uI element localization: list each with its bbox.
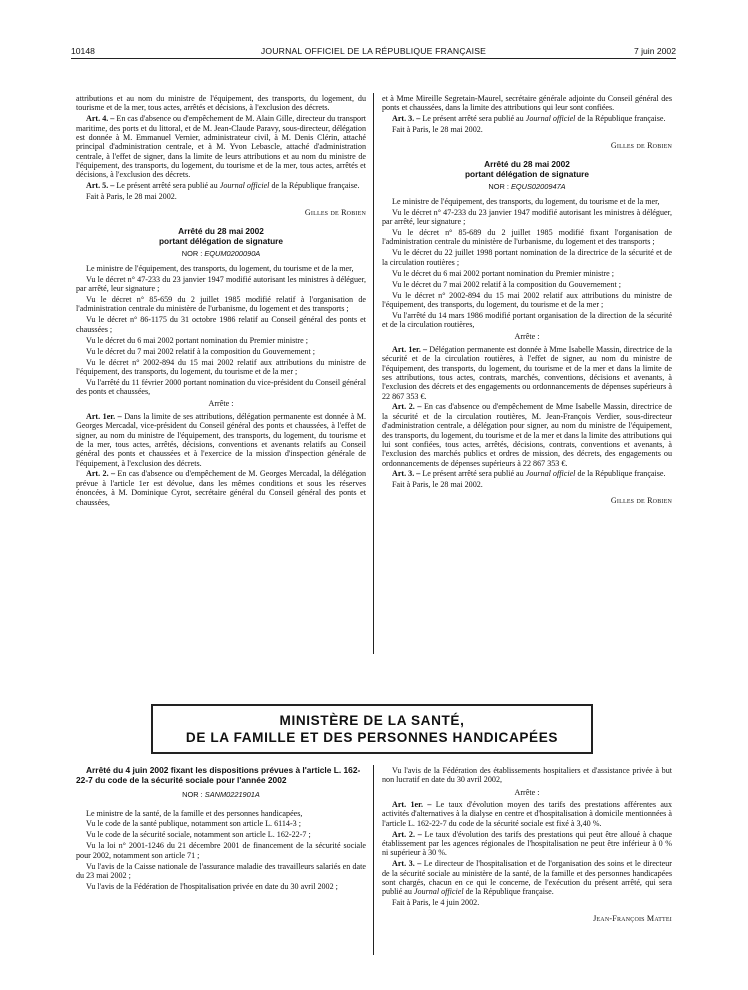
article-2 <box>382 830 672 858</box>
decree-title <box>382 160 672 180</box>
nor-code: EQUS0200947A <box>510 181 566 191</box>
signature-name: Gilles de Robien <box>304 207 366 217</box>
decree-title: Arrêté du 4 juin 2002 fixant les dispositions prévues à l'article L. 162-22-7 du code de la sécurité sociale pour l'année 2002 <box>76 765 361 785</box>
visa: Vu le décret du 7 mai 2002 relatif à la composition du Gouvernement ; <box>392 279 621 289</box>
visa: Vu l'avis de la Caisse nationale de l'assurance maladie des travailleurs salariés en date du 23 mai 2002 ; <box>76 861 366 880</box>
visa: Vu l'arrêté du 14 mars 1986 modifié portant organisation de la direction de la sécurité et de la circulation routières, <box>382 310 672 330</box>
article-text: Le taux d'évolution des tarifs des prestations qui peut être alloué à chaque établissement par les agences régionales de l'hospitalisation ne peut être inférieur à 0 % ni supérieur à 30 %. <box>382 829 672 858</box>
article-label: Art. 3. – <box>392 114 421 124</box>
article-label: Art. 2. – <box>392 402 422 412</box>
article-label: Art. 3. – <box>392 469 421 479</box>
signature <box>76 208 366 217</box>
ministry-heading-line2: DE LA FAMILLE ET DES PERSONNES HANDICAPÉES <box>185 730 559 745</box>
visa: Le ministre de la santé, de la famille et des personnes handicapées, <box>86 808 303 818</box>
visa: Vu le décret n° 47-233 du 23 janvier 1947 modifié autorisant les ministres à déléguer, par arrêté, leur signature ; <box>76 274 366 294</box>
right-column <box>382 94 672 511</box>
article-text: Délégation permanente est donnée à Mme Isabelle Massin, directrice de la sécurité et de la circulation routières, à l'effet de signer, au nom du ministre de l'équipement, des transports, du logement, du tourisme et de la mer et dans la limite de ses attributions, tous actes, contrats, marchés, conventions, décisions et avenants, à l'exclusion des décrets et des engagements ou ordonnancements de dépenses supérieurs à 22 867 353 €. <box>382 344 672 401</box>
bottom-right-column <box>382 766 672 929</box>
article-label: Art. 4. – <box>86 114 115 124</box>
arrete-heading: Arrête : <box>208 399 234 409</box>
page-header <box>71 46 676 59</box>
decree-title-line2: portant délégation de signature <box>158 235 283 246</box>
article-label: Art. 5. – <box>86 181 115 191</box>
arrete-heading: Arrête : <box>514 787 540 797</box>
signature <box>382 914 672 923</box>
fait-line: Fait à Paris, le 28 mai 2002. <box>392 125 483 135</box>
visa: Vu l'avis de la Fédération des établissements hospitaliers et d'assistance privée à but non lucratif en date du 30 avril 2002, <box>382 766 672 785</box>
article-text: Le directeur de l'hospitalisation et de l'organisation des soins et le directeur de la sécurité sociale au ministère de la santé, de la famille et des personnes handicapées sont chargés, chacun en ce qui le concerne, de l'exécution du présent arrêté, qui sera publié au <box>382 859 672 897</box>
visa: Vu le décret n° 85-689 du 2 juillet 1985 modifié fixant l'organisation de l'administration centrale du ministère de l'urbanisme, du logement et des transports ; <box>382 228 672 247</box>
decree-title-line2: portant délégation de signature <box>464 168 589 179</box>
article-label: Art. 1er. – <box>392 344 428 354</box>
visa: Le ministre de l'équipement, des transports, du logement, du tourisme et de la mer, <box>392 196 660 206</box>
fait-line: Fait à Paris, le 28 mai 2002. <box>392 480 483 490</box>
article-1 <box>76 412 366 468</box>
visa: Vu le décret n° 2002-894 du 15 mai 2002 relatif aux attributions du ministre de l'équipement, des transports, du logement, du tourisme et de la mer ; <box>76 357 366 376</box>
signature-name: Jean-François Mattei <box>593 913 672 923</box>
article-text: Dans la limite de ses attributions, délégation permanente est donnée à M. Georges Mercadal, vice-président du Conseil général des ponts et chaussées, à l'effet de signer, au nom du ministre de l'équipement, des transports, du logement, du tourisme et de la mer, tous actes, arrêtés, décisions, conventions et avenants relatifs au Conseil général des ponts et chaussées et à l'exercice de la mission d'inspection générale de l'équipement, à l'exclusion des décrets. <box>76 411 366 468</box>
nor-reference <box>382 182 672 191</box>
article-text: Le présent arrêté sera publié au <box>422 114 526 124</box>
article-1 <box>382 345 672 401</box>
nor-code: SANM0221901A <box>204 790 260 800</box>
article-text: En cas d'absence ou d'empêchement de Mme Isabelle Massin, directrice de la sécurité et de la circulation routières, M. Jean-François Verdier, sous-directeur d'administration centrale, a délégation pour signer, au nom du ministre de l'équipement, des transports, du logement, du tourisme et de la mer et dans la limite des attributions qui lui sont confiées, tous actes, arrêtés, décisions, contrats, conventions et avenants, à l'exclusion des marchés publics et ordres de mission, des décrets, des engagements ou ordonnancements de dépenses supérieurs à 22 867 353 €. <box>382 402 672 468</box>
visa: Vu le décret n° 2002-894 du 15 mai 2002 relatif aux attributions du ministre de l'équipement, des transports, du logement, du tourisme et de la mer ; <box>382 290 672 309</box>
decree-title-line1: Arrêté du 28 mai 2002 <box>178 225 264 236</box>
visa: Le ministre de l'équipement, des transports, du logement, du tourisme et de la mer, <box>86 263 354 273</box>
nor-reference <box>76 790 366 799</box>
page-number: 10148 <box>71 46 95 56</box>
paragraph: attributions et au nom du ministre de l'équipement, des transports, du logement, du tourisme et de la mer, tous actes, arrêtés et décisions, à l'exclusion des décrets. <box>76 94 366 113</box>
column-divider <box>373 93 374 654</box>
signature-name: Gilles de Robien <box>610 140 672 150</box>
signature-name: Gilles de Robien <box>610 495 672 505</box>
journal-title: JOURNAL OFFICIEL DE LA RÉPUBLIQUE FRANÇAISE <box>260 46 487 56</box>
signature <box>382 141 672 150</box>
ministry-heading-box <box>151 704 593 754</box>
nor-label: NOR : <box>181 248 205 258</box>
visa: Vu le décret du 6 mai 2002 portant nomination du Premier ministre ; <box>392 268 615 278</box>
article-label: Art. 2. – <box>392 829 422 839</box>
journal-officiel-italic: Journal officiel <box>219 181 270 191</box>
article-1 <box>382 800 672 828</box>
arrete-heading: Arrête : <box>514 332 540 342</box>
visa: Vu le code de la sécurité sociale, notamment son article L. 162-22-7 ; <box>86 830 311 840</box>
article-text: En cas d'absence ou d'empêchement de M. Georges Mercadal, la délégation prévue à l'article 1er est dévolue, dans les mêmes conditions et sous les réserves énoncées, à M. Dominique Cyrot, secrétaire général du Conseil général des ponts et chaussées, <box>76 469 366 507</box>
paragraph: et à Mme Mireille Segretain-Maurel, secrétaire générale adjointe du Conseil général des ponts et chaussées, dans la limite des attributions qui leur sont confiées. <box>382 94 672 113</box>
visa: Vu l'arrêté du 11 février 2000 portant nomination du vice-président du Conseil général des ponts et chaussées, <box>76 377 366 397</box>
visa: Vu le décret n° 47-233 du 23 janvier 1947 modifié autorisant les ministres à déléguer, par arrêté, leur signature ; <box>382 207 672 227</box>
article-text: Le présent arrêté sera publié au <box>422 469 526 479</box>
journal-officiel-italic: Journal officiel <box>525 469 576 479</box>
visa: Vu le décret n° 86-1175 du 31 octobre 1986 relatif au Conseil général des ponts et chaussées ; <box>76 315 366 334</box>
article-3 <box>382 114 672 123</box>
decree-title <box>76 227 366 247</box>
fait-line: Fait à Paris, le 4 juin 2002. <box>392 898 480 908</box>
journal-officiel-italic: Journal officiel <box>525 114 576 124</box>
visa: Vu le décret du 22 juillet 1998 portant nomination de la directrice de la sécurité et de la circulation routières ; <box>382 248 672 267</box>
column-divider <box>373 765 374 955</box>
publication-date: 7 juin 2002 <box>633 46 676 56</box>
article-4 <box>76 114 366 179</box>
article-text: de la République française. <box>575 469 666 479</box>
left-column <box>76 94 366 508</box>
article-label: Art. 1er. – <box>86 411 122 421</box>
visa: Vu l'avis de la Fédération de l'hospitalisation privée en date du 30 avril 2002 ; <box>86 881 338 891</box>
ministry-heading-line1: MINISTÈRE DE LA SANTÉ, <box>279 713 465 728</box>
article-text: de la République française. <box>575 114 666 124</box>
article-label: Art. 2. – <box>86 469 116 479</box>
decree-title-line1: Arrêté du 28 mai 2002 <box>484 158 570 169</box>
visa: Vu le décret du 6 mai 2002 portant nomination du Premier ministre ; <box>86 335 309 345</box>
signature <box>382 496 672 505</box>
visa: Vu le code de la santé publique, notamment son article L. 6114-3 ; <box>86 819 301 829</box>
visa: Vu le décret n° 85-659 du 2 juillet 1985 modifié relatif à l'organisation de l'administration centrale du ministère de l'urbanisme, du logement et des transports ; <box>76 295 366 314</box>
article-text: de la République française. <box>269 181 360 191</box>
article-text: En cas d'absence ou d'empêchement de M. Alain Gille, directeur du transport maritime, des ports et du littoral, et de M. Jean-Claude Paravy, sous-directeur, délégation est donnée à M. Emmanuel Vernier, administrateur civil, à M. Denis Clérin, attaché principal d'administration centrale, et à M. Yvon Lebascle, attaché d'administration centrale, à l'effet de signer, dans la limite de leurs attributions et au nom du ministre de l'équipement, des transports, du logement, du tourisme et de la mer, tous actes, arrêtés et décisions, à l'exclusion des décrets. <box>76 114 367 180</box>
article-3 <box>382 859 672 896</box>
article-3 <box>382 469 672 478</box>
article-label: Art. 3. – <box>392 859 422 869</box>
article-5 <box>76 181 366 190</box>
article-text: de la République française. <box>463 887 554 897</box>
nor-reference <box>76 249 366 258</box>
fait-line: Fait à Paris, le 28 mai 2002. <box>86 192 177 202</box>
visa: Vu le décret du 7 mai 2002 relatif à la composition du Gouvernement ; <box>86 346 315 356</box>
article-text: Le taux d'évolution moyen des tarifs des prestations afférentes aux activités d'alternatives à la dialyse en centre et d'hospitalisation à domicile mentionnées à l'article L. 162-22-7 du code de la sécurité sociale est fixé à 3,40 %. <box>382 800 673 828</box>
nor-code: EQUM0200090A <box>204 248 261 258</box>
bottom-left-column <box>76 766 366 893</box>
article-2 <box>76 469 366 506</box>
journal-officiel-italic: Journal officiel <box>413 887 464 897</box>
article-text: Le présent arrêté sera publié au <box>116 181 220 191</box>
article-label: Art. 1er. – <box>392 800 432 810</box>
article-2 <box>382 402 672 467</box>
nor-label: NOR : <box>182 790 205 800</box>
nor-label: NOR : <box>488 181 511 191</box>
visa: Vu la loi n° 2001-1246 du 21 décembre 2001 de financement de la sécurité sociale pour 2002, notamment son article 71 ; <box>76 841 366 860</box>
